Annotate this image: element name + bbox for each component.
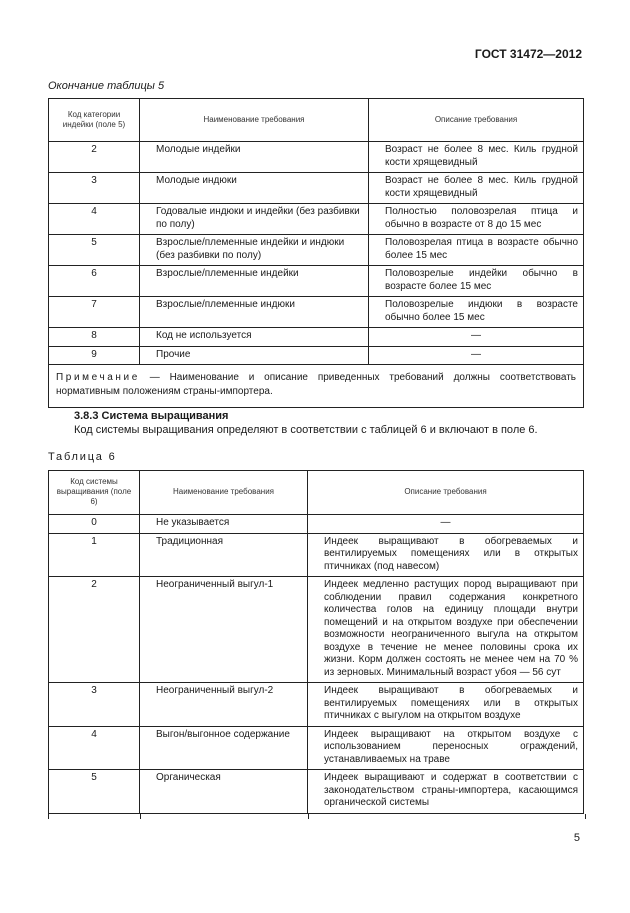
column-divider	[140, 814, 141, 819]
row-code: 3	[49, 683, 140, 727]
table-row	[49, 173, 584, 204]
row-code: 5	[49, 770, 140, 814]
row-desc: Половозрелые индюки в возрасте обычно более 15 мес	[369, 297, 584, 328]
table6-header-name: Наименование требования	[140, 471, 308, 515]
row-name: Традиционная	[140, 533, 308, 577]
row-desc: Индеек выращивают и содержат в соответствии с законодательством страны-импортера, касающимся органической системы	[308, 770, 584, 814]
row-desc: Индеек выращивают на открытом воздухе с использованием переносных ограждений, устанавливаемых на траве	[308, 726, 584, 770]
row-code: 3	[49, 173, 140, 204]
section-heading: 3.8.3 Система выращивания	[74, 410, 229, 422]
row-name: Прочие	[140, 346, 369, 365]
row-code: 5	[49, 235, 140, 266]
table-row	[49, 204, 584, 235]
table5-header-name: Наименование требования	[140, 99, 369, 142]
row-desc: —	[308, 515, 584, 534]
row-name: Годовалые индюки и индейки (без разбивки по полу)	[140, 204, 369, 235]
row-code: 2	[49, 142, 140, 173]
table5-note	[49, 365, 584, 408]
table-row	[49, 266, 584, 297]
note-text: — Наименование и описание приведенных требований должны соответствовать нормативным положениям страны-импортера.	[56, 372, 576, 397]
table6-header-desc: Описание требования	[308, 471, 584, 515]
row-desc: —	[369, 346, 584, 365]
row-name: Код не используется	[140, 328, 369, 347]
row-code: 2	[49, 577, 140, 683]
table-row	[49, 235, 584, 266]
table-6	[48, 470, 584, 814]
note-label: Примечание	[56, 372, 140, 383]
row-code: 1	[49, 533, 140, 577]
row-desc: —	[369, 328, 584, 347]
column-divider	[308, 814, 309, 819]
table5-header-row	[49, 99, 584, 142]
row-code: 4	[49, 726, 140, 770]
page-number: 5	[573, 832, 580, 844]
table5-header-desc: Описание требования	[369, 99, 584, 142]
row-code: 8	[49, 328, 140, 347]
table6-header-row	[49, 471, 584, 515]
row-desc: Индеек выращивают в обогреваемых и вентилируемых помещениях или в открытых птичниках (под навесом)	[308, 533, 584, 577]
row-desc: Возраст не более 8 мес. Киль грудной кости хрящевидный	[369, 142, 584, 173]
table6-caption: Таблица 6	[48, 451, 117, 463]
table-row	[49, 577, 584, 683]
table6-continuation	[48, 814, 586, 819]
row-code: 9	[49, 346, 140, 365]
row-desc: Возраст не более 8 мес. Киль грудной кости хрящевидный	[369, 173, 584, 204]
row-name: Выгон/выгонное содержание	[140, 726, 308, 770]
table-row	[49, 328, 584, 347]
row-name: Взрослые/племенные индейки и индюки (без разбивки по полу)	[140, 235, 369, 266]
table-row	[49, 346, 584, 365]
section-text: Код системы выращивания определяют в соответствии с таблицей 6 и включают в поле 6.	[74, 424, 538, 436]
row-name: Взрослые/племенные индейки	[140, 266, 369, 297]
row-name: Взрослые/племенные индюки	[140, 297, 369, 328]
row-name: Не указывается	[140, 515, 308, 534]
table5-header-code: Код категории индейки (поле 5)	[49, 99, 140, 142]
table-row	[49, 533, 584, 577]
table5-caption: Окончание таблицы 5	[48, 80, 165, 92]
table-row	[49, 297, 584, 328]
row-desc: Полностью половозрелая птица и обычно в возрасте от 8 до 15 мес	[369, 204, 584, 235]
row-name: Молодые индюки	[140, 173, 369, 204]
row-desc: Индеек выращивают в обогреваемых и вентилируемых помещениях или в открытых птичниках с выгулом на открытом воздухе	[308, 683, 584, 727]
row-code: 4	[49, 204, 140, 235]
row-code: 7	[49, 297, 140, 328]
row-name: Молодые индейки	[140, 142, 369, 173]
standard-code: ГОСТ 31472—2012	[474, 47, 582, 61]
row-name: Неограниченный выгул-2	[140, 683, 308, 727]
row-code: 6	[49, 266, 140, 297]
table-row	[49, 142, 584, 173]
row-name: Органическая	[140, 770, 308, 814]
row-desc: Половозрелые индейки обычно в возрасте более 15 мес	[369, 266, 584, 297]
table-5	[48, 98, 584, 408]
row-desc: Индеек медленно растущих пород выращивают при соблюдении правил содержания конкретного количества голов на единицу площади внутри помещений и на открытом воздухе при обеспечении возможности неограниченного выгула на открытом воздухе в течение не менее половины срока их жизни. Корм должен состоять не менее чем на 70 % из зерновых. Минимальный возраст убоя — 56 сут	[308, 577, 584, 683]
table-row	[49, 726, 584, 770]
table-row	[49, 515, 584, 534]
row-code: 0	[49, 515, 140, 534]
table-row	[49, 683, 584, 727]
row-desc: Половозрелая птица в возрасте обычно более 15 мес	[369, 235, 584, 266]
table6-header-code: Код системы выращивания (поле 6)	[49, 471, 140, 515]
table-row	[49, 770, 584, 814]
row-name: Неограниченный выгул-1	[140, 577, 308, 683]
table5-note-row	[49, 365, 584, 408]
